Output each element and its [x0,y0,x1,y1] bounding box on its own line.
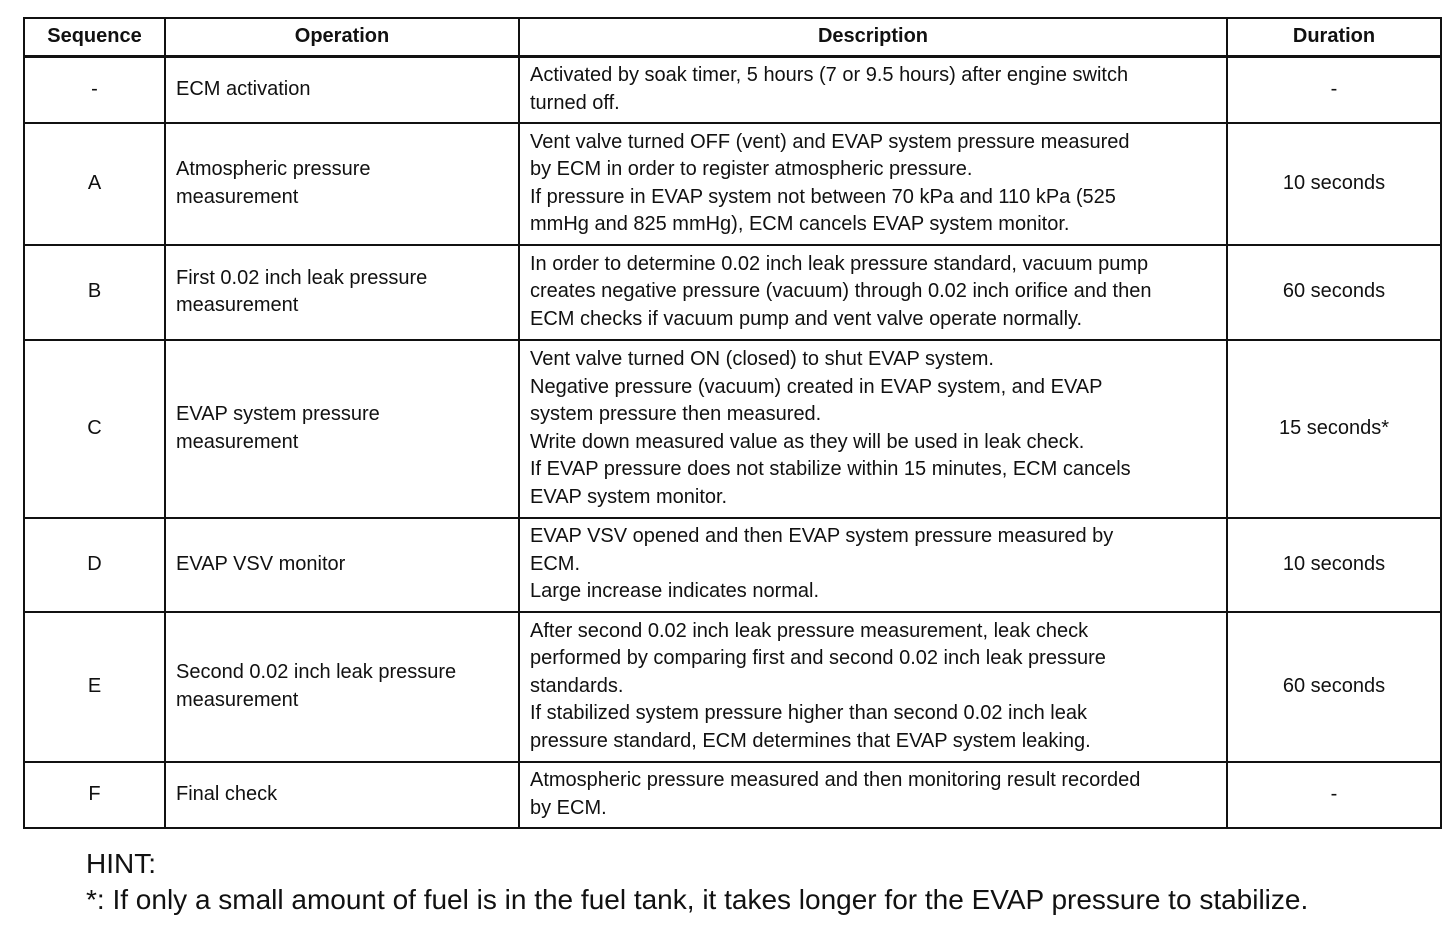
evap-monitor-sequence-table [23,17,1442,829]
cell-description [519,612,1227,762]
cell-duration: 10 seconds [1227,123,1441,245]
hint-text: *: If only a small amount of fuel is in the fuel tank, it takes longer for the EVAP pressure to stabilize. [86,884,1309,915]
cell-description [519,762,1227,828]
description-line: Vent valve turned ON (closed) to shut EVAP system. [530,348,994,370]
cell-operation [165,340,519,518]
operation-line: measurement [176,430,299,453]
description-line: system pressure then measured. [530,403,822,425]
operation-line: EVAP system pressure [176,403,380,425]
description-line: Activated by soak timer, 5 hours (7 or 9.5 hours) after engine switch [530,64,1129,87]
operation-line: EVAP VSV monitor [176,552,346,575]
table-row [24,340,1441,518]
cell-duration: - [1227,57,1441,123]
operation-line: measurement [176,688,299,711]
cell-description [519,123,1227,245]
description-line: Atmospheric pressure measured and then monitoring result recorded [530,769,1141,791]
description-line: performed by comparing first and second 0.02 inch leak pressure [530,647,1106,670]
operation-line: measurement [176,294,299,316]
operation-line: Second 0.02 inch leak pressure [176,661,457,683]
description-line: mmHg and 825 mmHg), ECM cancels EVAP system monitor. [530,213,1070,235]
description-line: turned off. [530,91,620,114]
table-row [24,762,1441,828]
cell-operation [165,518,519,612]
cell-duration: 60 seconds [1227,245,1441,340]
cell-duration: 60 seconds [1227,612,1441,762]
cell-description [519,340,1227,518]
description-line: After second 0.02 inch leak pressure measurement, leak check [530,619,1089,642]
description-line: ECM. [530,552,580,575]
cell-sequence: A [24,123,165,245]
cell-sequence: E [24,612,165,762]
operation-line: Final check [176,782,278,805]
description-line: EVAP system monitor. [530,485,728,508]
header-sequence: Sequence [24,18,165,57]
hint-note [86,846,1308,918]
table-row [24,123,1441,245]
description-line: In order to determine 0.02 inch leak pressure standard, vacuum pump [530,252,1149,275]
cell-operation [165,612,519,762]
operation-line: measurement [176,185,299,208]
description-line: Negative pressure (vacuum) created in EVAP system, and EVAP [530,375,1103,398]
cell-sequence: F [24,762,165,828]
header-duration: Duration [1227,18,1441,57]
cell-duration: 15 seconds* [1227,340,1441,518]
description-line: by ECM. [530,796,607,819]
cell-operation [165,245,519,340]
description-line: creates negative pressure (vacuum) through 0.02 inch orifice and then [530,280,1152,303]
header-operation: Operation [165,18,519,57]
table-row [24,612,1441,762]
description-line: If pressure in EVAP system not between 70 kPa and 110 kPa (525 [530,185,1116,208]
cell-operation [165,123,519,245]
table-body [24,57,1441,828]
description-line: ECM checks if vacuum pump and vent valve operate normally. [530,307,1083,330]
cell-sequence: - [24,57,165,123]
description-line: Vent valve turned OFF (vent) and EVAP system pressure measured [530,130,1130,153]
header-description: Description [519,18,1227,57]
cell-description [519,245,1227,340]
operation-line: Atmospheric pressure [176,158,371,180]
cell-operation [165,762,519,828]
operation-line: First 0.02 inch leak pressure [176,266,428,289]
cell-description [519,518,1227,612]
cell-operation [165,57,519,123]
description-line: EVAP VSV opened and then EVAP system pressure measured by [530,525,1114,548]
description-line: Write down measured value as they will be used in leak check. [530,430,1085,453]
description-line: pressure standard, ECM determines that EVAP system leaking. [530,729,1091,752]
cell-sequence: C [24,340,165,518]
cell-sequence: B [24,245,165,340]
cell-duration: - [1227,762,1441,828]
cell-duration: 10 seconds [1227,518,1441,612]
table-header-row [24,18,1441,57]
table-row [24,518,1441,612]
cell-description [519,57,1227,123]
description-line: Large increase indicates normal. [530,580,820,603]
description-line: by ECM in order to register atmospheric pressure. [530,158,973,180]
description-line: If EVAP pressure does not stabilize within 15 minutes, ECM cancels [530,458,1131,480]
description-line: If stabilized system pressure higher than second 0.02 inch leak [530,702,1087,725]
operation-line: ECM activation [176,78,311,100]
description-line: standards. [530,674,624,697]
table-row [24,57,1441,123]
hint-title: HINT: [86,848,156,879]
table-row [24,245,1441,340]
cell-sequence: D [24,518,165,612]
